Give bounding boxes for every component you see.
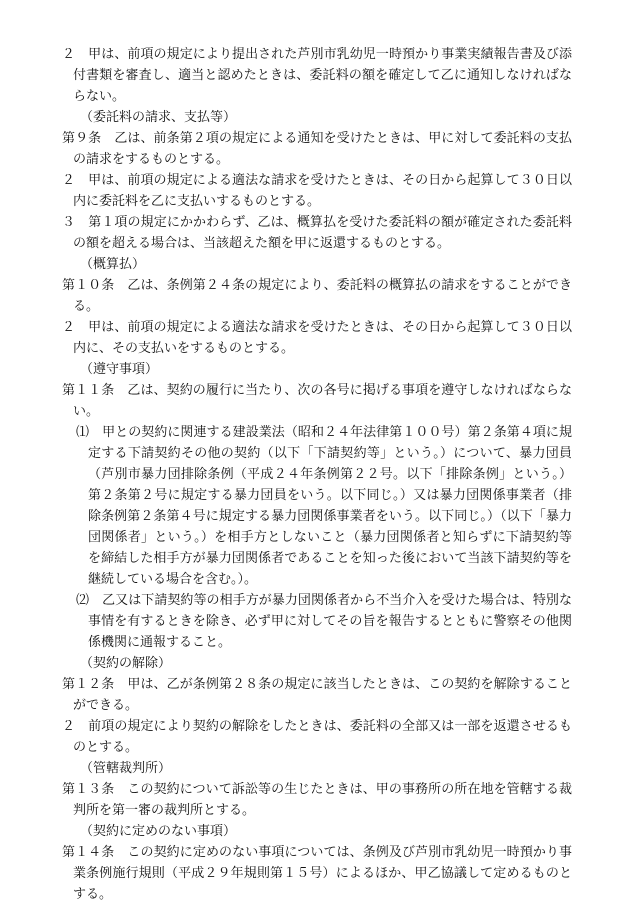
heading-advance-payment: （概算払） [80,257,146,272]
heading-undefined-matters: （契約に定めのない事項） [80,824,237,839]
article-12: 第１２条 甲は、乙が条例第２８条の規定に該当したときは、この契約を解除することができる。 [62,677,572,713]
article-14: 第１４条 この契約に定めのない事項については、条例及び芦別市乳幼児一時預かり事業条例施行規則（平成２９年規則第１５号）によるほか、甲乙協議して定めるものとする。 [62,845,572,902]
document-body [62,44,572,905]
article-10: 第１０条 乙は、条例第２４条の規定により、委託料の概算払の請求をすることができる。 [62,278,572,314]
article-11: 第１１条 乙は、契約の履行に当たり、次の各号に掲げる事項を遵守しなければならない。 [62,383,572,419]
article-11-item-2: ⑵ 乙又は下請契約等の相手方が暴力団関係者から不当介入を受けた場合は、特別な事情を有するときを除き、必ず甲に対してその旨を報告するとともに警察その他関係機関に通報すること。 [76,593,572,650]
heading-fee-request: （委託料の請求、支払等） [80,110,237,125]
heading-compliance: （遵守事項） [80,362,159,377]
clause-8-paragraph-2: ２ 甲は、前項の規定により提出された芦別市乳幼児一時預かり事業実績報告書及び添付書類を審査し、適当と認めたときは、委託料の額を確定して乙に通知しなければならない。 [62,47,572,104]
article-12-paragraph-2: ２ 前項の規定により契約の解除をしたときは、委託料の全部又は一部を返還させるものとする。 [62,719,572,755]
article-10-paragraph-2: ２ 甲は、前項の規定による適法な請求を受けたときは、その日から起算して３０日以内に、その支払いをするものとする。 [62,320,572,356]
heading-termination: （契約の解除） [80,656,172,671]
article-9: 第９条 乙は、前条第２項の規定による通知を受けたときは、甲に対して委託料の支払の請求をするものとする。 [62,131,572,167]
article-13: 第１３条 この契約について訴訟等の生じたときは、甲の事務所の所在地を管轄する裁判所を第一審の裁判所とする。 [62,782,572,818]
article-11-item-1: ⑴ 甲との契約に関連する建設業法（昭和２４年法律第１００号）第２条第４項に規定する下請契約その他の契約（以下「下請契約等」という。）について、暴力団員（芦別市暴力団排除条例（平成２４年条例第２２号。以下「排除条例」という。）第２条第２号に規定する暴力団員をいう。以下同じ。）又は暴力団関係事業者（排除条例第２条第４号に規定する暴力団関係事業者をいう。以下同じ。）（以下「暴力団関係者」という。）を相手方としないこと（暴力団関係者と知らずに下請契約等を締結した相手方が暴力団関係者であることを知った後において当該下請契約等を継続している場合を含む。）。 [76,425,572,587]
article-9-paragraph-3: ３ 第１項の規定にかかわらず、乙は、概算払を受けた委託料の額が確定された委託料の額を超える場合は、当該超えた額を甲に返還するものとする。 [62,215,572,251]
heading-jurisdiction: （管轄裁判所） [80,761,172,776]
article-9-paragraph-2: ２ 甲は、前項の規定による適法な請求を受けたときは、その日から起算して３０日以内に委託料を乙に支払いするものとする。 [62,173,572,209]
